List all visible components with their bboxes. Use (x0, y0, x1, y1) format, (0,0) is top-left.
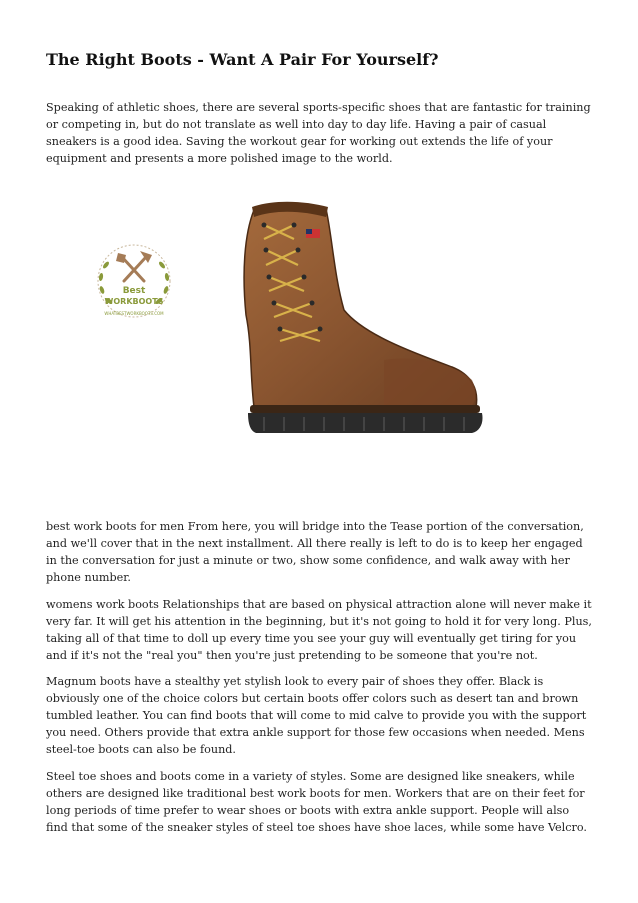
best-workboots-logo (84, 235, 184, 335)
logo-text-workboots: WORKBOOTS (104, 297, 164, 306)
logo-text-best: Best (122, 286, 146, 296)
boot-figure (84, 195, 474, 440)
paragraph-womens-work-boots: womens work boots Relationships that are based on physical attraction alone will never make it very far. It will get his attention in the beginning, but it's not going to hold it for very long. Plus, taking all of that time to doll up every time you see your guy will eventually get tiring for you and if it's not the "real you" then you're just pretending to be someone that you're not. (46, 598, 592, 663)
work-boot-image (194, 195, 494, 440)
paragraph-work-boots-men: best work boots for men From here, you will bridge into the Tease portion of the conversation, and we'll cover that in the next installment. All there really is left to do is to keep her engaged in the conversation for just a minute or two, show some confidence, and walk away with her phone number. (46, 520, 584, 585)
paragraph-steel-toe: Steel toe shoes and boots come in a variety of styles. Some are designed like sneakers, while others are designed like traditional best work boots for men. Workers that are on their feet for long periods of time prefer to wear shoes or boots with extra ankle support. People will also find that some of the sneaker styles of steel toe shoes have shoe laces, while some have Velcro. (46, 770, 587, 835)
paragraph-intro: Speaking of athletic shoes, there are several sports-specific shoes that are fantastic for training or competing in, but do not translate as well into day to day life. Having a pair of casual sneakers is a good idea. Saving the workout gear for working out extends the life of your equipment and presents a more polished image to the world. (46, 101, 591, 166)
article-title: The Right Boots - Want A Pair For Yourself? (46, 50, 439, 69)
paragraph-magnum-boots: Magnum boots have a stealthy yet stylish look to every pair of shoes they offer. Black is obviously one of the choice colors but certain boots offer colors such as desert tan and brown tumbled leather. You can find boots that will come to mid calve to provide you with the support you need. Others provide that extra ankle support for those few occasions when needed. Mens steel-toe boots can also be found. (46, 675, 587, 757)
logo-text-url: WHATBESTWORKBOOTS.COM (104, 311, 164, 316)
